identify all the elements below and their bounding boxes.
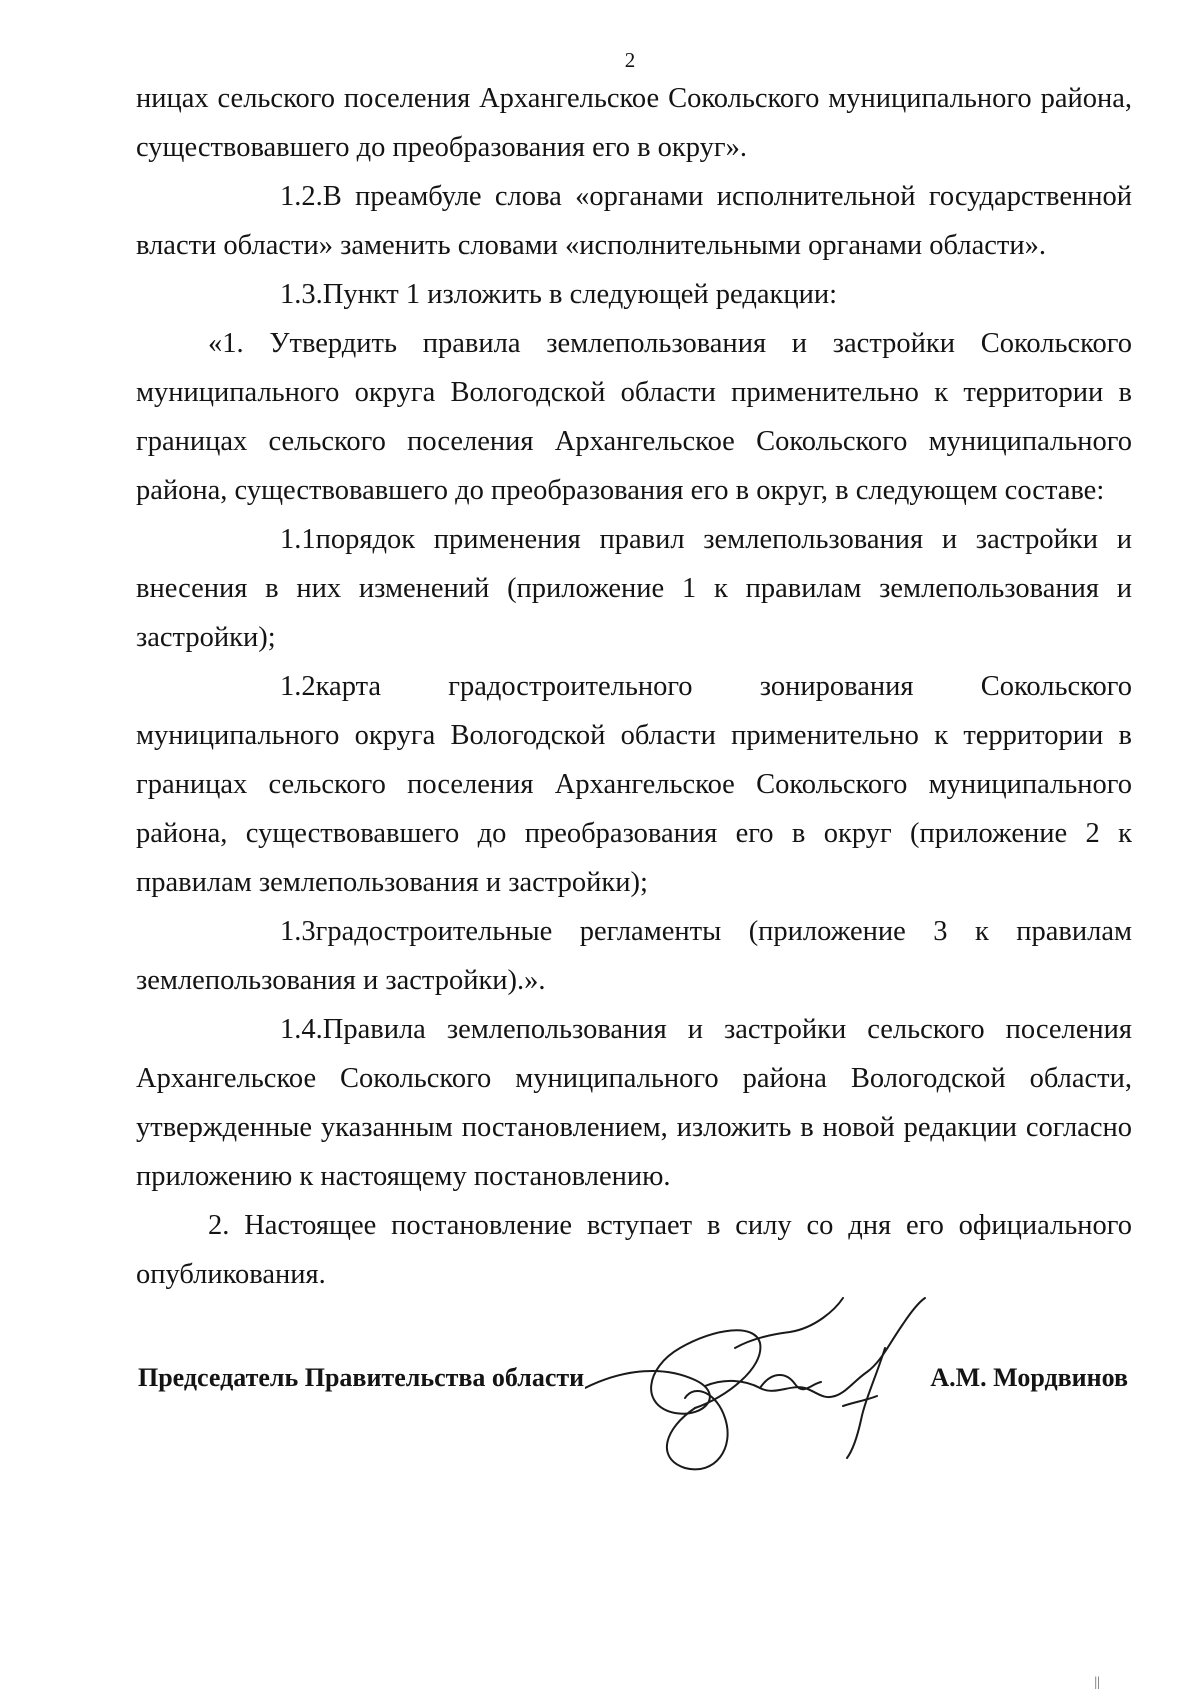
paragraph-1-4 bbox=[136, 1005, 1132, 1201]
paragraph-2 bbox=[136, 1201, 1132, 1299]
paragraph-number: 1.1 bbox=[280, 524, 316, 555]
paragraph-1-2 bbox=[136, 172, 1132, 270]
paragraph-sub-1-3 bbox=[136, 907, 1132, 1005]
paragraph-text: карта градостроительного зонирования Сокольского муниципального округа Вологодской области применительно к территории в границах сельского поселения Архангельское Сокольского муниципального района, существовавшего до преобразования его в округ (приложение 2 к правилам землепользования и застройки); bbox=[136, 671, 1132, 898]
paragraph-quote-1 bbox=[136, 319, 1132, 515]
page-number: 2 bbox=[624, 48, 636, 72]
paragraph-number: 1.2 bbox=[280, 671, 316, 702]
paragraph-text: порядок применения правил землепользования и застройки и внесения в них изменений (приложение 1 к правилам землепользования и застройки); bbox=[136, 524, 1132, 653]
paragraph-text: Правила землепользования и застройки сельского поселения Архангельское Сокольского муниципального района Вологодской области, утвержденные указанным постановлением, изложить в новой редакции согласно приложению к настоящему постановлению. bbox=[136, 1014, 1132, 1192]
paragraph-continuation bbox=[136, 74, 1132, 172]
paragraph-1-3 bbox=[136, 270, 1132, 319]
paragraph-number: 1.3. bbox=[280, 279, 323, 310]
paragraph-text: градостроительные регламенты (приложение 3 к правилам землепользования и застройки).». bbox=[136, 916, 1132, 996]
paragraph-number: 1.3 bbox=[280, 916, 316, 947]
paragraph-text: В преамбуле слова «органами исполнительной государственной власти области» заменить словами «исполнительными органами области». bbox=[136, 181, 1132, 261]
paragraph-number: 1.4. bbox=[280, 1014, 323, 1045]
paragraph-text: 2. Настоящее постановление вступает в силу со дня его официального опубликования. bbox=[136, 1210, 1132, 1290]
paragraph-text: «1. Утвердить правила землепользования и застройки Сокольского муниципального округа Вологодской области применительно к территории в границах сельского поселения Архангельское Сокольского муниципального района, существовавшего до преобразования его в округ, в следующем составе: bbox=[136, 328, 1132, 506]
paragraph-sub-1-1 bbox=[136, 515, 1132, 662]
signature-block bbox=[138, 1363, 1128, 1393]
signer-name: А.М. Мордвинов bbox=[930, 1363, 1128, 1392]
paragraph-text: Пункт 1 изложить в следующей редакции: bbox=[322, 279, 837, 310]
paragraph-number: 1.2. bbox=[280, 181, 323, 212]
corner-mark: || bbox=[1094, 1675, 1100, 1690]
paragraph-sub-1-2 bbox=[136, 662, 1132, 907]
paragraph-text: ницах сельского поселения Архангельское Сокольского муниципального района, существовавшего до преобразования его в округ». bbox=[136, 83, 1132, 163]
document-body bbox=[136, 74, 1132, 1299]
signer-position: Председатель Правительства области bbox=[138, 1363, 585, 1392]
